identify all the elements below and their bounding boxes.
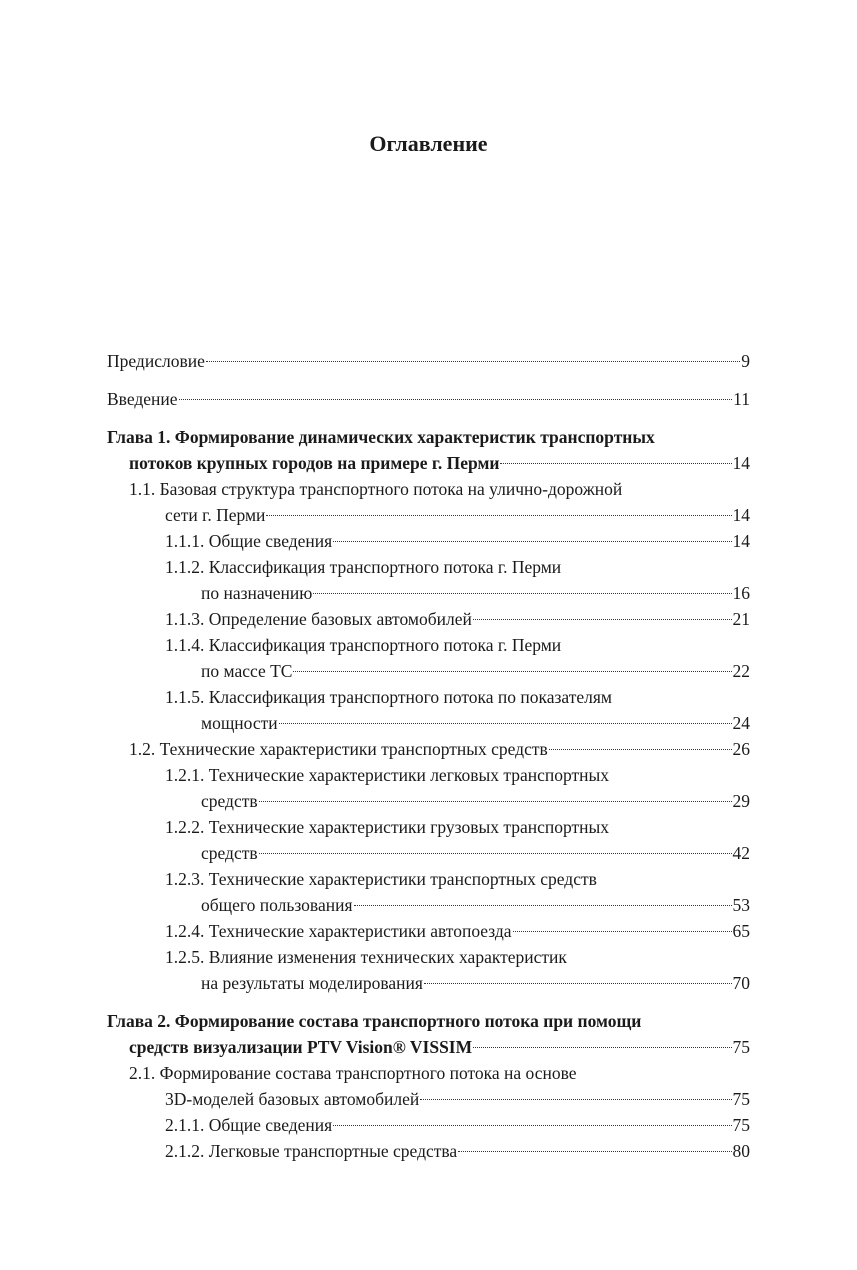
toc-entry-text: 1.2. Технические характеристики транспортных средств [129, 739, 548, 759]
toc-entry[interactable] [107, 944, 750, 996]
toc-entry-text: Предисловие [107, 351, 205, 371]
dot-leader [424, 966, 732, 985]
toc-entry[interactable] [107, 554, 750, 606]
toc-entry[interactable] [107, 1008, 750, 1060]
toc-page-number: 22 [732, 661, 750, 681]
toc-entry-line [107, 386, 750, 412]
dot-leader [266, 498, 731, 517]
dot-leader [420, 1082, 731, 1101]
dot-leader [458, 1134, 731, 1153]
toc-entry[interactable] [107, 348, 750, 374]
toc-entry-text: 1.2.3. Технические характеристики транспортных средств [165, 869, 597, 889]
toc-entry-line [107, 1138, 750, 1164]
toc-entry-line [107, 918, 750, 944]
toc-entry-line [107, 736, 750, 762]
toc-page-number: 11 [733, 389, 750, 409]
toc-entry-text: средств [201, 791, 258, 811]
toc-entry[interactable] [107, 386, 750, 412]
toc-page-number: 26 [732, 739, 750, 759]
toc-page-number: 24 [732, 713, 750, 733]
toc-entry-line [107, 348, 750, 374]
toc-entry-text: 1.2.1. Технические характеристики легковых транспортных [165, 765, 610, 785]
dot-leader [313, 576, 731, 595]
toc-entry-text: 2.1.1. Общие сведения [165, 1115, 333, 1135]
toc-entry[interactable] [107, 1138, 750, 1164]
toc-page-number: 14 [732, 453, 750, 473]
toc-page-number: 14 [732, 505, 750, 525]
toc-entry-text: 1.1.4. Классификация транспортного потока г. Перми [165, 635, 562, 655]
toc-entry-line [107, 606, 750, 632]
toc-page-number: 75 [732, 1115, 750, 1135]
dot-leader [333, 1108, 731, 1127]
dot-leader [500, 446, 731, 465]
toc-entry-text: 3D-моделей базовых автомобилей [165, 1089, 420, 1109]
dot-leader [513, 914, 732, 933]
toc-entry[interactable] [107, 632, 750, 684]
toc-entry[interactable] [107, 684, 750, 736]
dot-leader [259, 836, 732, 855]
page-title: Оглавление [369, 131, 488, 156]
toc-entry-text: по массе ТС [201, 661, 293, 681]
toc-entry-line [107, 1034, 750, 1060]
toc-entry-text: 1.2.4. Технические характеристики автопоезда [165, 921, 512, 941]
toc-entry-text: по назначению [201, 583, 313, 603]
toc-entry-line [107, 788, 750, 814]
toc-entry[interactable] [107, 736, 750, 762]
dot-leader [259, 784, 732, 803]
toc-page-number: 70 [732, 973, 750, 993]
toc-entry[interactable] [107, 606, 750, 632]
toc-entry-text: 1.2.5. Влияние изменения технических характеристик [165, 947, 567, 967]
dot-leader [549, 732, 732, 751]
toc-entry[interactable] [107, 762, 750, 814]
toc-entry-text: 1.1.5. Классификация транспортного потока по показателям [165, 687, 613, 707]
toc-entry-line [107, 658, 750, 684]
toc-entry[interactable] [107, 424, 750, 476]
toc-entry-text: Введение [107, 389, 178, 409]
table-of-contents [107, 348, 750, 1164]
toc-page-number: 16 [732, 583, 750, 603]
toc-entry[interactable] [107, 814, 750, 866]
toc-page-number: 80 [732, 1141, 750, 1161]
toc-entry[interactable] [107, 918, 750, 944]
dot-leader [473, 602, 732, 621]
toc-page-number: 21 [732, 609, 750, 629]
toc-page-number: 75 [732, 1037, 750, 1057]
dot-leader [473, 1030, 731, 1049]
toc-entry-text: средств [201, 843, 258, 863]
toc-entry-text: потоков крупных городов на примере г. Перми [129, 453, 500, 473]
toc-entry-text: средств визуализации PTV Vision® VISSIM [129, 1037, 473, 1057]
dot-leader [179, 382, 733, 401]
toc-entry-text: Глава 2. Формирование состава транспортного потока при помощи [107, 1011, 642, 1031]
toc-page-number: 42 [732, 843, 750, 863]
toc-entry[interactable] [107, 1060, 750, 1112]
toc-entry-text: мощности [201, 713, 278, 733]
toc-entry-text: 1.1.2. Классификация транспортного потока г. Перми [165, 557, 562, 577]
toc-entry-line [107, 528, 750, 554]
toc-entry[interactable] [107, 476, 750, 528]
toc-page-number: 9 [741, 351, 750, 371]
dot-leader [354, 888, 732, 907]
toc-entry-text: 1.1.3. Определение базовых автомобилей [165, 609, 472, 629]
toc-entry[interactable] [107, 866, 750, 918]
dot-leader [293, 654, 731, 673]
toc-page-number: 65 [732, 921, 750, 941]
toc-entry-text: 1.1.1. Общие сведения [165, 531, 333, 551]
toc-entry-text: общего пользования [201, 895, 353, 915]
toc-entry-text: 2.1. Формирование состава транспортного потока на основе [129, 1063, 577, 1083]
dot-leader [206, 344, 740, 363]
toc-entry-line [107, 840, 750, 866]
toc-entry-text: на результаты моделирования [201, 973, 423, 993]
toc-page-number: 53 [732, 895, 750, 915]
toc-entry-text: сети г. Перми [165, 505, 266, 525]
toc-page-number: 29 [732, 791, 750, 811]
toc-page-number: 75 [732, 1089, 750, 1109]
toc-entry-text: Глава 1. Формирование динамических характеристик транспортных [107, 427, 655, 447]
toc-entry[interactable] [107, 528, 750, 554]
dot-leader [279, 706, 732, 725]
toc-entry-line [107, 970, 750, 996]
toc-page-number: 14 [732, 531, 750, 551]
toc-entry-text: 2.1.2. Легковые транспортные средства [165, 1141, 458, 1161]
toc-entry-line [107, 450, 750, 476]
toc-entry-text: 1.2.2. Технические характеристики грузовых транспортных [165, 817, 610, 837]
toc-entry-text: 1.1. Базовая структура транспортного потока на улично-дорожной [129, 479, 623, 499]
dot-leader [333, 524, 731, 543]
